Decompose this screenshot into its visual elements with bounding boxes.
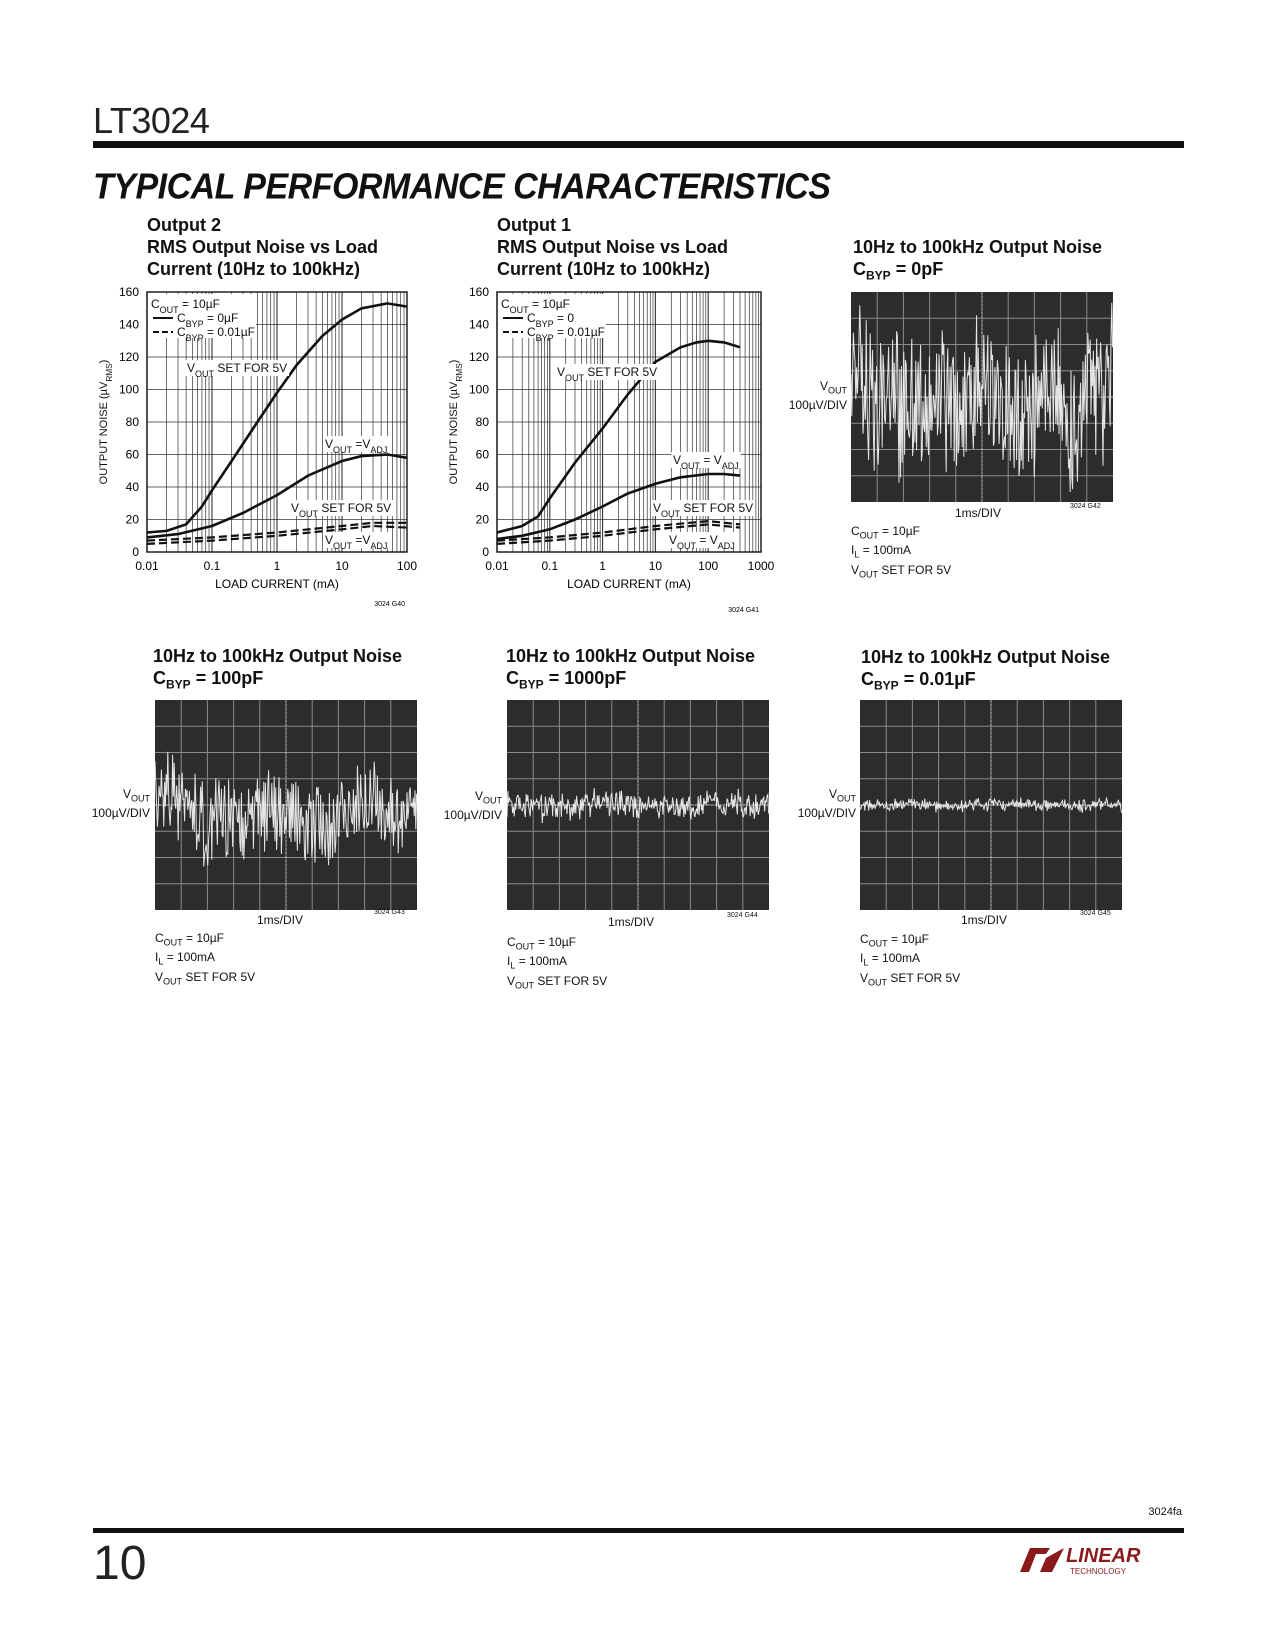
logo-text-technology: TECHNOLOGY [1070,1567,1127,1576]
legend-entry: $C_{BYP} = 0.01\mu F$ [527,325,605,343]
scope-cbyp-line: $C_{BYP} = 1000pF$ [506,668,627,692]
logo-text-linear: LINEAR [1066,1545,1141,1567]
chart-g41-title-line-2: RMS Output Noise vs Load [497,237,729,257]
scope-figure-code: 3024 G44 [727,912,758,919]
scope-conditions [155,931,255,989]
scope-y-label: $V_{OUT}$ 100µV/DIV [91,787,150,821]
scope-title-g44 [506,645,755,696]
figure-code: 3024 G41 [728,607,759,614]
scope-title-line: 10Hz to 100kHz Output Noise [506,646,756,666]
scope-screen-g44 [507,700,769,910]
scope-screen-g43 [155,700,417,910]
scope-y-label: $V_{OUT}$ 100µV/DIV [797,787,856,821]
scope-condition-line: $V_{OUT}$ SET FOR 5V [507,973,608,991]
scope-conditions [851,524,951,582]
figure-code: 3024 G40 [374,601,405,608]
y-tick-label: 60 [125,447,139,462]
scope-x-label: 1ms/DIV [257,913,304,927]
scope-condition-line: $V_{OUT}$ SET FOR 5V [851,562,952,580]
y-tick-label: 80 [125,415,139,429]
scope-cbyp-value: = 1000pF [543,668,627,688]
scope-screen-g45 [860,700,1122,910]
footer-rule [93,1528,1184,1533]
scope-cbyp-value: = 0.01µF [898,669,976,689]
x-tick-label: 0.01 [485,559,509,573]
legend-entry: $C_{BYP} = 0$ [527,311,575,329]
chart-g41-title-line-3: Current (10Hz to 100kHz) [497,259,711,279]
scope-title-line: 10Hz to 100kHz Output Noise [153,646,403,666]
scope-cbyp-value: = 100pF [190,668,264,688]
scope-x-label: 1ms/DIV [961,913,1008,927]
linear-technology-logo [1016,1542,1141,1578]
scope-y-label: $V_{OUT}$ 100µV/DIV [443,789,502,823]
chart-g40 [95,286,435,616]
legend-entry: $C_{BYP} = 0\mu F$ [177,311,239,329]
scope-figure-code: 3024 G45 [1080,910,1111,917]
scope-cbyp-line: $C_{BYP} = 100pF$ [153,668,264,692]
scope-y-label: $V_{OUT}$ 100µV/DIV [788,379,847,413]
annotation: $V_{OUT} = V_{ADJ}$ [669,533,735,551]
scope-condition-line: $C_{OUT} = 10\mu F$ [507,935,576,952]
scope-condition-line: $C_{OUT} = 10\mu F$ [155,931,224,948]
legend-title: $C_{OUT} = 10\mu F$ [501,297,570,315]
scope-title-g45 [861,646,1110,697]
scope-condition-line: $I_L = 100mA$ [155,950,216,967]
x-tick-label: 10 [335,559,349,573]
y-tick-label: 160 [468,285,489,299]
chart-g40-title-line-1: Output 2 [147,215,221,235]
y-tick-label: 100 [118,382,139,397]
scope-title-g43 [153,645,402,696]
annotation: $V_{OUT}$ SET FOR 5V [187,361,288,379]
y-tick-label: 80 [475,415,489,429]
x-tick-label: 0.01 [135,559,159,573]
legend-title: $C_{OUT} = 10\mu F$ [151,297,220,315]
y-axis-label: OUTPUT NOISE (µV$_{RMS}$) [98,359,114,485]
annotation: $V_{OUT} =V_{ADJ}$ [325,437,388,455]
page-number: 10 [93,1537,147,1590]
page-code: 3024fa [1148,1506,1182,1518]
scope-conditions [507,935,607,993]
x-axis-label: LOAD CURRENT (mA) [215,577,339,591]
scope-cbyp-line: $C_{BYP} = 0pF$ [853,259,944,283]
y-tick-label: 60 [475,447,489,462]
scope-x-label: 1ms/DIV [608,915,655,929]
y-tick-label: 120 [468,350,489,364]
scope-condition-line: $V_{OUT}$ SET FOR 5V [155,969,256,987]
scope-figure-code: 3024 G42 [1070,503,1101,510]
annotation: $V_{OUT} = V_{ADJ}$ [673,453,739,471]
chart-g40-title-line-3: Current (10Hz to 100kHz) [147,259,361,279]
annotation: $V_{OUT}$ SET FOR 5V [291,501,392,519]
legend-entry: $C_{BYP} = 0.01\mu F$ [177,325,255,343]
y-tick-label: 100 [468,382,489,397]
scope-condition-line: $C_{OUT} = 10\mu F$ [860,932,929,949]
scope-condition-line: $I_L = 100mA$ [860,951,921,968]
y-tick-label: 140 [118,317,139,332]
chart-g40-title-line-2: RMS Output Noise vs Load [147,237,379,257]
y-tick-label: 0 [132,545,139,559]
chart-g41 [445,286,785,616]
chart-g40-title [147,214,378,280]
scope-figure-code: 3024 G43 [374,909,405,916]
x-tick-label: 0.1 [541,559,559,573]
x-tick-label: 1000 [747,559,775,573]
annotation: $V_{OUT} =V_{ADJ}$ [325,533,388,551]
y-tick-label: 140 [468,317,489,332]
scope-condition-line: $C_{OUT} = 10\mu F$ [851,524,920,541]
x-tick-label: 100 [396,559,418,573]
annotation: $V_{OUT}$ SET FOR 5V [653,501,754,519]
scope-title-g42 [853,236,1102,287]
chart-g41-title [497,214,728,280]
y-tick-label: 120 [118,350,139,364]
scope-x-label: 1ms/DIV [955,506,1002,520]
y-tick-label: 160 [118,285,139,299]
y-tick-label: 40 [125,480,139,494]
header-rule [93,141,1184,148]
scope-title-line: 10Hz to 100kHz Output Noise [861,647,1111,667]
x-tick-label: 100 [698,559,719,573]
scope-condition-line: $I_L = 100mA$ [507,954,568,971]
scope-title-line: 10Hz to 100kHz Output Noise [853,237,1103,257]
x-tick-label: 1 [273,559,281,573]
x-tick-label: 1 [599,559,606,573]
chart-g41-title-line-1: Output 1 [497,215,571,235]
annotation: $V_{OUT}$ SET FOR 5V [557,365,658,383]
y-tick-label: 20 [125,512,139,527]
scope-condition-line: $V_{OUT}$ SET FOR 5V [860,970,961,988]
scope-screen-g42 [851,292,1113,502]
x-tick-label: 0.1 [203,559,221,573]
x-tick-label: 10 [648,559,663,573]
y-tick-label: 0 [482,545,489,559]
scope-cbyp-line: $C_{BYP} = 0.01\mu F$ [861,669,976,693]
x-axis-label: LOAD CURRENT (mA) [567,577,691,591]
y-tick-label: 40 [475,480,489,494]
scope-condition-line: $I_L = 100mA$ [851,543,912,560]
part-number: LT3024 [93,100,210,141]
scope-conditions [860,932,960,990]
y-axis-label: OUTPUT NOISE (µV$_{RMS}$) [448,359,464,485]
scope-cbyp-value: = 0pF [890,259,944,279]
section-title: TYPICAL PERFORMANCE CHARACTERISTICS [93,167,831,207]
y-tick-label: 20 [475,512,489,527]
